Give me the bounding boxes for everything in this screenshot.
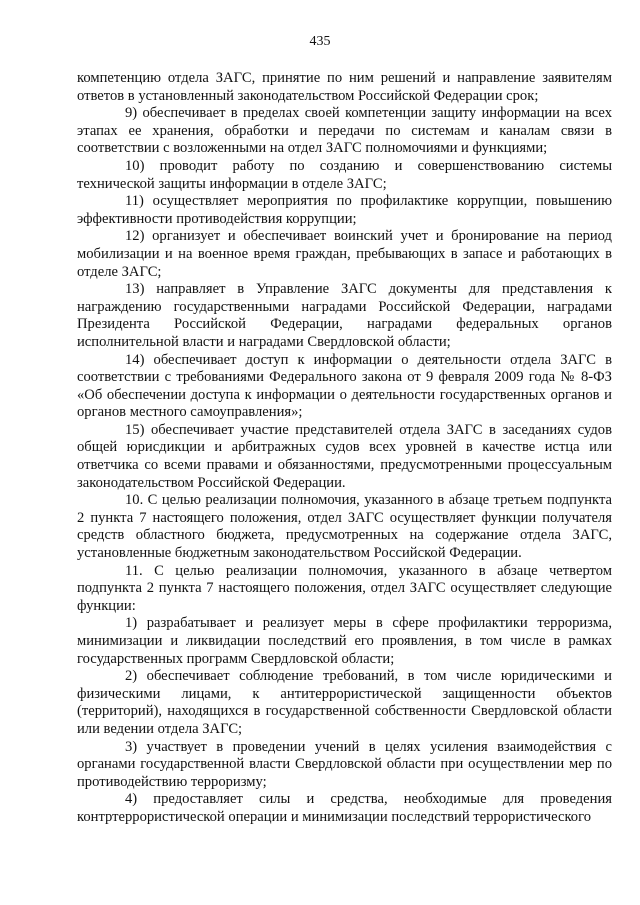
paragraph-sub-4: 4) предоставляет силы и средства, необходимые для проведения контртеррористической операции и минимизации последствий террористического (77, 791, 612, 825)
page-number: 435 (309, 34, 331, 49)
paragraph-item-14: 14) обеспечивает доступ к информации о деятельности отдела ЗАГС в соответствии с требованиями Федерального закона от 9 февраля 2009 года № 8-ФЗ «Об обеспечении доступа к информации о деятельности государственных органов и органов местного самоуправления»; (77, 351, 612, 421)
paragraph-item-10: 10) проводит работу по созданию и совершенствованию системы технической защиты информации в отделе ЗАГС; (77, 157, 612, 192)
paragraph-sub-2: 2) обеспечивает соблюдение требований, в том числе юридическими и физическими лицами, к антитеррористической защищенности объектов (территорий), находящихся в государственной собственности Свердловской области или ведении отдела ЗАГС; (77, 668, 612, 737)
paragraph-section-11: 11. С целью реализации полномочия, указанного в абзаце четвертом подпункта 2 пункта 7 настоящего положения, отдел ЗАГС осуществляет следующие функции: (77, 562, 612, 614)
paragraph-item-12: 12) организует и обеспечивает воинский учет и бронирование на период мобилизации и на военное время граждан, пребывающих в запасе и работающих в отделе ЗАГС; (77, 228, 612, 280)
paragraph-item-15: 15) обеспечивает участие представителей отдела ЗАГС в заседаниях судов общей юрисдикции и арбитражных судов всех уровней в качестве истца или ответчика со всеми правами и обязанностями, предусмотренными процессуальным законодательством Российской Федерации. (77, 421, 612, 491)
paragraph-item-9: 9) обеспечивает в пределах своей компетенции защиту информации на всех этапах ее хранения, обработки и передачи по системам и каналам связи в соответствии с возложенными на отдел ЗАГС полномочиями и функциями; (77, 105, 612, 157)
paragraph-item-13: 13) направляет в Управление ЗАГС документы для представления к награждению государственными наградами Российской Федерации, наградами Президента Российской Федерации, наградами федеральных органов исполнительной власти и наградами Свердловской области; (77, 281, 612, 350)
document-body (77, 70, 612, 827)
paragraph-continuation: компетенцию отдела ЗАГС, принятие по ним решений и направление заявителям ответов в установленный законодательством Российской Федерации срок; (77, 70, 612, 104)
paragraph-sub-3: 3) участвует в проведении учений в целях усиления взаимодействия с органами государственной власти Свердловской области при осуществлении мер по противодействию терроризму; (77, 738, 612, 790)
paragraph-item-11: 11) осуществляет мероприятия по профилактике коррупции, повышению эффективности противодействия коррупции; (77, 193, 612, 227)
paragraph-section-10: 10. С целью реализации полномочия, указанного в абзаце третьем подпункта 2 пункта 7 настоящего положения, отдел ЗАГС осуществляет функции получателя средств областного бюджета, предусмотренных на содержание отдела ЗАГС, установленные бюджетным законодательством Российской Федерации. (77, 492, 612, 562)
paragraph-sub-1: 1) разрабатывает и реализует меры в сфере профилактики терроризма, минимизации и ликвидации последствий его проявления, в том числе в рамках государственных программ Свердловской области; (77, 615, 612, 667)
